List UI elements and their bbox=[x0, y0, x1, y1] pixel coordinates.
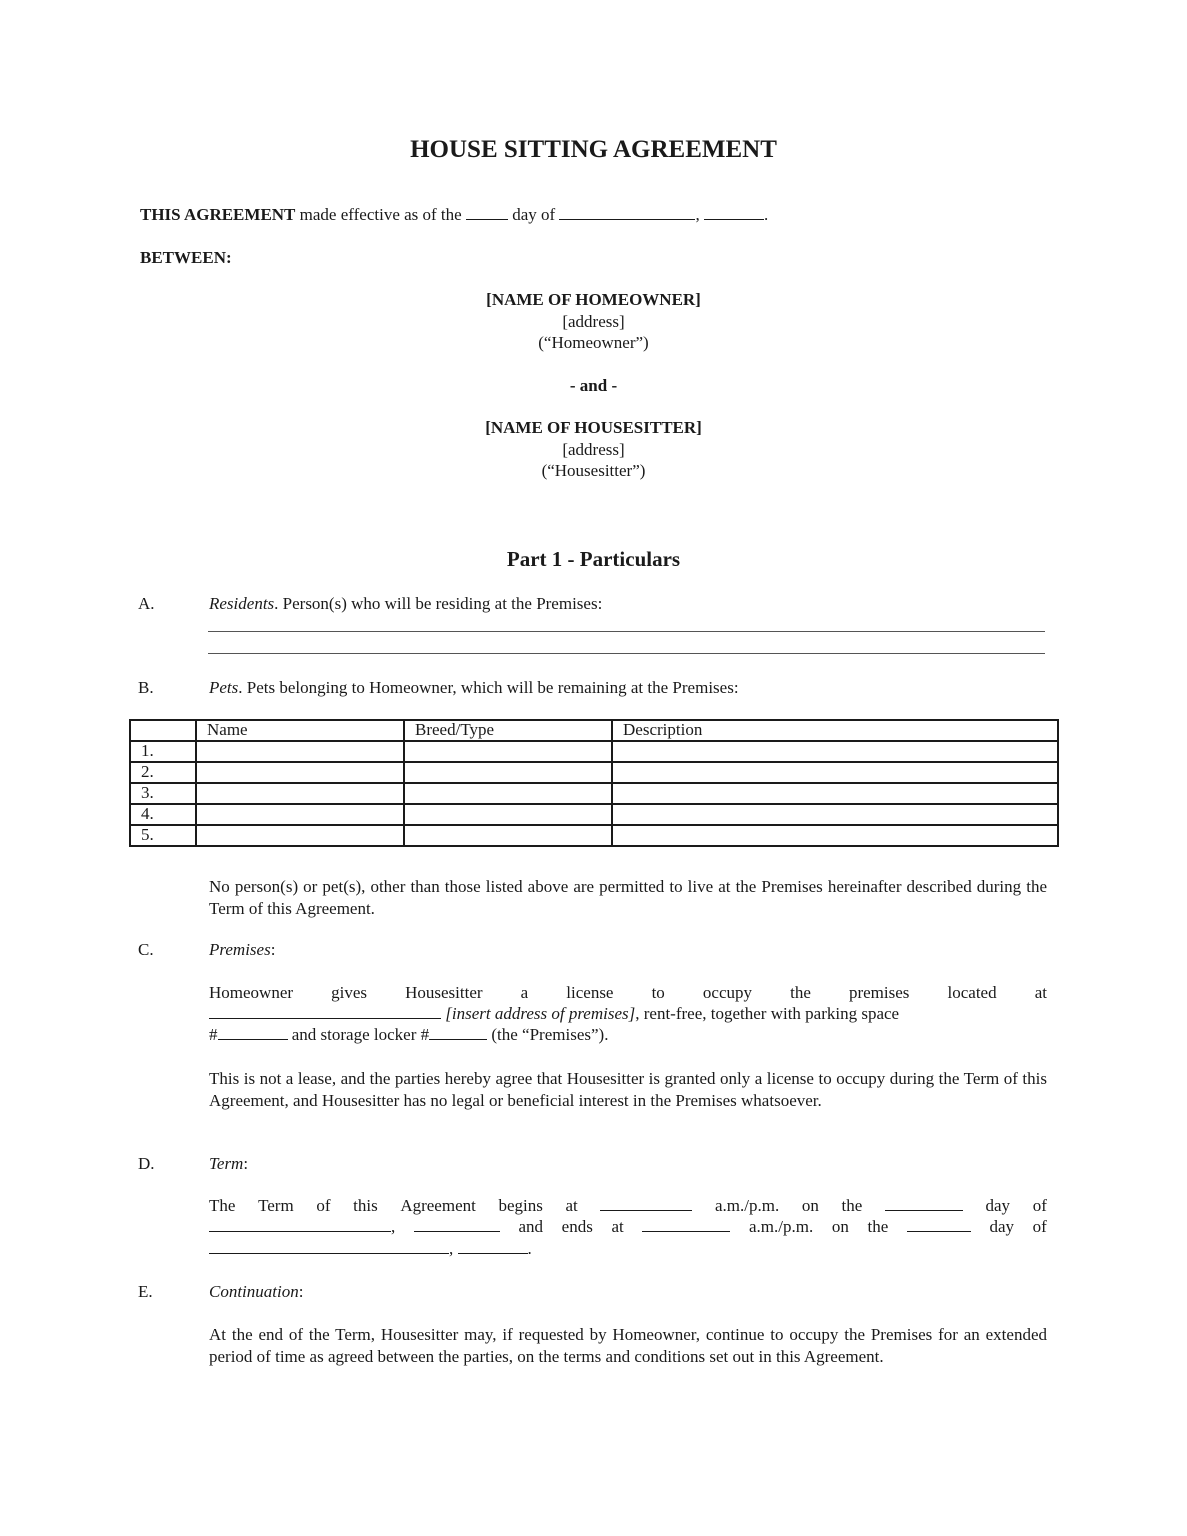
day-blank[interactable] bbox=[466, 205, 508, 220]
end-time-blank[interactable] bbox=[642, 1217, 730, 1232]
table-header-row bbox=[130, 720, 1058, 741]
month-blank[interactable] bbox=[559, 205, 695, 220]
start-month-blank[interactable] bbox=[209, 1217, 391, 1232]
section-b-letter: B. bbox=[138, 678, 154, 697]
term-line-3: , . bbox=[209, 1239, 532, 1259]
section-d-heading: Term: bbox=[209, 1154, 249, 1173]
pet-name-cell[interactable] bbox=[196, 804, 404, 825]
section-e-letter: E. bbox=[138, 1282, 153, 1301]
housesitter-address: [address] bbox=[562, 440, 625, 459]
end-day-blank[interactable] bbox=[907, 1217, 971, 1232]
end-month-blank[interactable] bbox=[209, 1239, 449, 1254]
pet-description-cell[interactable] bbox=[612, 825, 1058, 846]
and-separator: - and - bbox=[569, 376, 618, 395]
homeowner-alias: (“Homeowner”) bbox=[538, 333, 649, 352]
section-a-heading: Residents. Person(s) who will be residing at the Premises: bbox=[209, 594, 603, 613]
section-d-letter: D. bbox=[138, 1154, 155, 1173]
residents-line-2[interactable] bbox=[208, 653, 1045, 654]
start-year-blank[interactable] bbox=[414, 1217, 500, 1232]
premises-line-1: Homeowner gives Housesitter a license to occupy the premises located at bbox=[209, 983, 1047, 1002]
part-title: Part 1 - Particulars bbox=[506, 547, 681, 571]
table-row: 3. bbox=[130, 783, 1058, 804]
pets-note: No person(s) or pet(s), other than those listed above are permitted to live at the Premises hereinafter described during the Term of this Agreement. bbox=[209, 877, 1047, 918]
housesitter-alias: (“Housesitter”) bbox=[541, 461, 646, 480]
pet-description-cell[interactable] bbox=[612, 783, 1058, 804]
pet-description-cell[interactable] bbox=[612, 804, 1058, 825]
pets-table bbox=[129, 719, 1059, 847]
pet-breed-cell[interactable] bbox=[404, 783, 612, 804]
section-e-heading: Continuation: bbox=[209, 1282, 304, 1301]
housesitter-name: [NAME OF HOUSESITTER] bbox=[485, 418, 702, 437]
pet-breed-cell[interactable] bbox=[404, 762, 612, 783]
premises-line-2: [insert address of premises], rent-free, together with parking space bbox=[209, 1004, 899, 1024]
term-line-1: The Term of this Agreement begins at a.m./p.m. on the day of bbox=[209, 1196, 1047, 1215]
section-c-letter: C. bbox=[138, 940, 154, 959]
pet-name-cell[interactable] bbox=[196, 825, 404, 846]
pet-description-cell[interactable] bbox=[612, 762, 1058, 783]
year-blank[interactable] bbox=[704, 205, 764, 220]
premises-line-3: # and storage locker # (the “Premises”). bbox=[209, 1025, 609, 1044]
start-time-blank[interactable] bbox=[600, 1196, 692, 1211]
pet-name-cell[interactable] bbox=[196, 783, 404, 804]
table-row: 5. bbox=[130, 825, 1058, 846]
document-title: HOUSE SITTING AGREEMENT bbox=[410, 136, 777, 163]
pet-name-cell[interactable] bbox=[196, 762, 404, 783]
start-day-blank[interactable] bbox=[885, 1196, 963, 1211]
end-year-blank[interactable] bbox=[458, 1239, 528, 1254]
header-description: Description bbox=[612, 720, 1058, 741]
header-name: Name bbox=[196, 720, 404, 741]
agreement-intro: THIS AGREEMENT made effective as of the day of , . bbox=[140, 205, 769, 224]
between-label: BETWEEN: bbox=[140, 248, 232, 267]
table-row: 4. bbox=[130, 804, 1058, 825]
pet-breed-cell[interactable] bbox=[404, 804, 612, 825]
homeowner-address: [address] bbox=[562, 312, 625, 331]
table-row: 2. bbox=[130, 762, 1058, 783]
section-a-letter: A. bbox=[138, 594, 155, 613]
section-c-heading: Premises: bbox=[209, 940, 276, 959]
homeowner-name: [NAME OF HOMEOWNER] bbox=[486, 290, 701, 309]
residents-line-1[interactable] bbox=[208, 631, 1045, 632]
header-breed: Breed/Type bbox=[404, 720, 612, 741]
continuation-paragraph: At the end of the Term, Housesitter may, if requested by Homeowner, continue to occupy the Premises for an extended period of time as agreed between the parties, on the terms and conditions set out in this Agreement. bbox=[209, 1325, 1047, 1366]
pet-breed-cell[interactable] bbox=[404, 825, 612, 846]
pet-name-cell[interactable] bbox=[196, 741, 404, 762]
term-line-2: , and ends at a.m./p.m. on the day of bbox=[209, 1217, 1047, 1237]
section-b-heading: Pets. Pets belonging to Homeowner, which will be remaining at the Premises: bbox=[209, 678, 739, 697]
license-paragraph: This is not a lease, and the parties hereby agree that Housesitter is granted only a license to occupy during the Term of this Agreement, and Housesitter has no legal or beneficial interest in the Premises whatsoever. bbox=[209, 1069, 1047, 1110]
pet-description-cell[interactable] bbox=[612, 741, 1058, 762]
intro-bold: THIS AGREEMENT bbox=[140, 205, 296, 224]
parking-space-blank[interactable] bbox=[218, 1025, 288, 1040]
table-row: 1. bbox=[130, 741, 1058, 762]
storage-locker-blank[interactable] bbox=[429, 1025, 487, 1040]
premises-address-blank[interactable] bbox=[209, 1004, 441, 1019]
pet-breed-cell[interactable] bbox=[404, 741, 612, 762]
